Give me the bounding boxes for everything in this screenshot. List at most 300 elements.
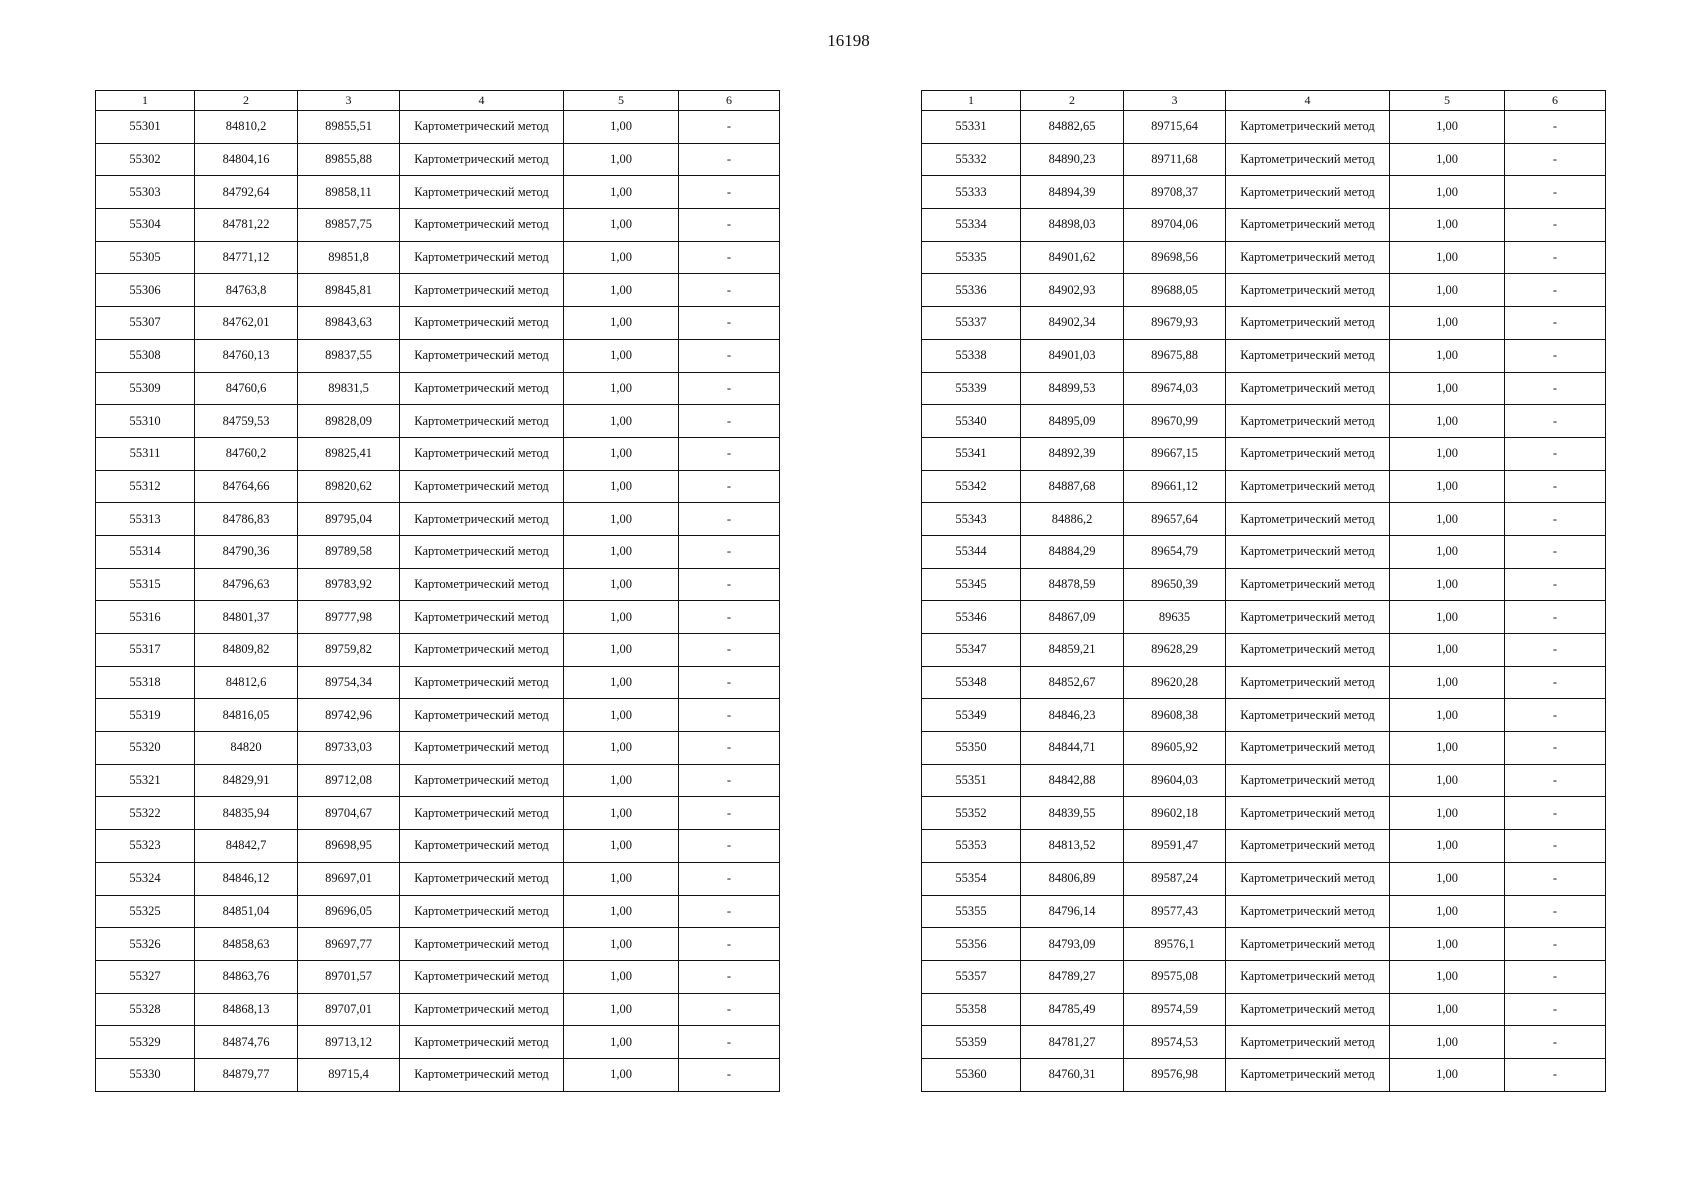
table-row <box>96 732 780 765</box>
x-coordinate-cell: 84892,39 <box>1021 437 1124 470</box>
table-header-row <box>922 91 1606 111</box>
description-cell: - <box>1505 993 1606 1026</box>
page-number: 16198 <box>827 31 870 50</box>
description-cell: - <box>679 241 780 274</box>
description-cell: - <box>1505 928 1606 961</box>
table-row <box>922 209 1606 242</box>
table-row <box>922 535 1606 568</box>
x-coordinate-cell: 84764,66 <box>195 470 298 503</box>
y-coordinate-cell: 89587,24 <box>1124 862 1226 895</box>
description-cell: - <box>1505 241 1606 274</box>
method-cell: Картометрический метод <box>400 601 564 634</box>
description-cell: - <box>679 797 780 830</box>
x-coordinate-cell: 84786,83 <box>195 503 298 536</box>
point-number-cell: 55335 <box>922 241 1021 274</box>
precision-cell: 1,00 <box>564 143 679 176</box>
x-coordinate-cell: 84868,13 <box>195 993 298 1026</box>
description-cell: - <box>679 699 780 732</box>
point-number-cell: 55356 <box>922 928 1021 961</box>
point-number-cell: 55353 <box>922 830 1021 863</box>
precision-cell: 1,00 <box>1390 1026 1505 1059</box>
table-row <box>922 928 1606 961</box>
method-cell: Картометрический метод <box>400 339 564 372</box>
column-header: 3 <box>1124 91 1226 111</box>
table-row <box>96 535 780 568</box>
precision-cell: 1,00 <box>564 895 679 928</box>
table-row <box>96 274 780 307</box>
method-cell: Картометрический метод <box>400 830 564 863</box>
table-row <box>96 993 780 1026</box>
method-cell: Картометрический метод <box>1226 274 1390 307</box>
description-cell: - <box>679 634 780 667</box>
method-cell: Картометрический метод <box>400 1058 564 1091</box>
point-number-cell: 55352 <box>922 797 1021 830</box>
method-cell: Картометрический метод <box>400 928 564 961</box>
method-cell: Картометрический метод <box>1226 470 1390 503</box>
y-coordinate-cell: 89857,75 <box>298 209 400 242</box>
y-coordinate-cell: 89591,47 <box>1124 830 1226 863</box>
y-coordinate-cell: 89754,34 <box>298 666 400 699</box>
method-cell: Картометрический метод <box>1226 372 1390 405</box>
precision-cell: 1,00 <box>1390 307 1505 340</box>
precision-cell: 1,00 <box>564 960 679 993</box>
table-row <box>922 960 1606 993</box>
precision-cell: 1,00 <box>1390 666 1505 699</box>
point-number-cell: 55325 <box>96 895 195 928</box>
precision-cell: 1,00 <box>1390 503 1505 536</box>
point-number-cell: 55309 <box>96 372 195 405</box>
precision-cell: 1,00 <box>564 601 679 634</box>
precision-cell: 1,00 <box>1390 111 1505 144</box>
table-row <box>922 568 1606 601</box>
y-coordinate-cell: 89795,04 <box>298 503 400 536</box>
point-number-cell: 55350 <box>922 732 1021 765</box>
y-coordinate-cell: 89576,98 <box>1124 1058 1226 1091</box>
description-cell: - <box>679 862 780 895</box>
precision-cell: 1,00 <box>1390 176 1505 209</box>
y-coordinate-cell: 89715,4 <box>298 1058 400 1091</box>
method-cell: Картометрический метод <box>1226 960 1390 993</box>
table-row <box>922 307 1606 340</box>
x-coordinate-cell: 84792,64 <box>195 176 298 209</box>
table-row <box>96 241 780 274</box>
precision-cell: 1,00 <box>564 568 679 601</box>
x-coordinate-cell: 84809,82 <box>195 634 298 667</box>
x-coordinate-cell: 84890,23 <box>1021 143 1124 176</box>
method-cell: Картометрический метод <box>1226 405 1390 438</box>
precision-cell: 1,00 <box>564 732 679 765</box>
point-number-cell: 55318 <box>96 666 195 699</box>
method-cell: Картометрический метод <box>1226 241 1390 274</box>
precision-cell: 1,00 <box>1390 568 1505 601</box>
precision-cell: 1,00 <box>1390 732 1505 765</box>
point-number-cell: 55321 <box>96 764 195 797</box>
column-header: 3 <box>298 91 400 111</box>
precision-cell: 1,00 <box>564 797 679 830</box>
x-coordinate-cell: 84793,09 <box>1021 928 1124 961</box>
method-cell: Картометрический метод <box>1226 601 1390 634</box>
y-coordinate-cell: 89605,92 <box>1124 732 1226 765</box>
description-cell: - <box>679 666 780 699</box>
method-cell: Картометрический метод <box>400 960 564 993</box>
y-coordinate-cell: 89675,88 <box>1124 339 1226 372</box>
point-number-cell: 55314 <box>96 535 195 568</box>
x-coordinate-cell: 84806,89 <box>1021 862 1124 895</box>
x-coordinate-cell: 84813,52 <box>1021 830 1124 863</box>
table-row <box>96 1026 780 1059</box>
x-coordinate-cell: 84820 <box>195 732 298 765</box>
x-coordinate-cell: 84901,03 <box>1021 339 1124 372</box>
description-cell: - <box>679 601 780 634</box>
table-row <box>96 568 780 601</box>
precision-cell: 1,00 <box>564 176 679 209</box>
table-header-row <box>96 91 780 111</box>
y-coordinate-cell: 89820,62 <box>298 470 400 503</box>
point-number-cell: 55346 <box>922 601 1021 634</box>
table-row <box>96 797 780 830</box>
x-coordinate-cell: 84879,77 <box>195 1058 298 1091</box>
description-cell: - <box>1505 797 1606 830</box>
table-row <box>96 928 780 961</box>
precision-cell: 1,00 <box>564 1026 679 1059</box>
method-cell: Картометрический метод <box>400 111 564 144</box>
description-cell: - <box>679 535 780 568</box>
x-coordinate-cell: 84796,14 <box>1021 895 1124 928</box>
description-cell: - <box>679 339 780 372</box>
x-coordinate-cell: 84884,29 <box>1021 535 1124 568</box>
description-cell: - <box>1505 339 1606 372</box>
x-coordinate-cell: 84810,2 <box>195 111 298 144</box>
precision-cell: 1,00 <box>1390 960 1505 993</box>
y-coordinate-cell: 89704,06 <box>1124 209 1226 242</box>
y-coordinate-cell: 89657,64 <box>1124 503 1226 536</box>
x-coordinate-cell: 84902,93 <box>1021 274 1124 307</box>
x-coordinate-cell: 84894,39 <box>1021 176 1124 209</box>
y-coordinate-cell: 89858,11 <box>298 176 400 209</box>
description-cell: - <box>1505 1026 1606 1059</box>
x-coordinate-cell: 84846,12 <box>195 862 298 895</box>
table-row <box>922 372 1606 405</box>
point-number-cell: 55315 <box>96 568 195 601</box>
precision-cell: 1,00 <box>1390 830 1505 863</box>
y-coordinate-cell: 89855,51 <box>298 111 400 144</box>
table-row <box>922 797 1606 830</box>
precision-cell: 1,00 <box>1390 797 1505 830</box>
column-header: 6 <box>679 91 780 111</box>
table-body-left <box>96 111 780 1092</box>
x-coordinate-cell: 84867,09 <box>1021 601 1124 634</box>
method-cell: Картометрический метод <box>400 241 564 274</box>
precision-cell: 1,00 <box>564 470 679 503</box>
point-number-cell: 55320 <box>96 732 195 765</box>
x-coordinate-cell: 84901,62 <box>1021 241 1124 274</box>
y-coordinate-cell: 89715,64 <box>1124 111 1226 144</box>
point-number-cell: 55311 <box>96 437 195 470</box>
precision-cell: 1,00 <box>564 699 679 732</box>
method-cell: Картометрический метод <box>400 993 564 1026</box>
x-coordinate-cell: 84763,8 <box>195 274 298 307</box>
point-number-cell: 55317 <box>96 634 195 667</box>
point-number-cell: 55322 <box>96 797 195 830</box>
method-cell: Картометрический метод <box>400 372 564 405</box>
description-cell: - <box>1505 535 1606 568</box>
table-row <box>922 699 1606 732</box>
precision-cell: 1,00 <box>564 209 679 242</box>
method-cell: Картометрический метод <box>400 176 564 209</box>
point-number-cell: 55333 <box>922 176 1021 209</box>
table-row <box>96 960 780 993</box>
precision-cell: 1,00 <box>1390 241 1505 274</box>
precision-cell: 1,00 <box>1390 634 1505 667</box>
point-number-cell: 55306 <box>96 274 195 307</box>
table-row <box>922 143 1606 176</box>
x-coordinate-cell: 84760,13 <box>195 339 298 372</box>
y-coordinate-cell: 89696,05 <box>298 895 400 928</box>
description-cell: - <box>679 437 780 470</box>
table-row <box>96 830 780 863</box>
column-header: 6 <box>1505 91 1606 111</box>
table-body-right <box>922 111 1606 1092</box>
point-number-cell: 55305 <box>96 241 195 274</box>
table-row <box>922 241 1606 274</box>
x-coordinate-cell: 84858,63 <box>195 928 298 961</box>
table-row <box>922 830 1606 863</box>
y-coordinate-cell: 89576,1 <box>1124 928 1226 961</box>
y-coordinate-cell: 89708,37 <box>1124 176 1226 209</box>
x-coordinate-cell: 84839,55 <box>1021 797 1124 830</box>
x-coordinate-cell: 84886,2 <box>1021 503 1124 536</box>
method-cell: Картометрический метод <box>1226 830 1390 863</box>
x-coordinate-cell: 84902,34 <box>1021 307 1124 340</box>
y-coordinate-cell: 89620,28 <box>1124 666 1226 699</box>
description-cell: - <box>1505 470 1606 503</box>
y-coordinate-cell: 89707,01 <box>298 993 400 1026</box>
precision-cell: 1,00 <box>564 666 679 699</box>
table-row <box>96 339 780 372</box>
y-coordinate-cell: 89654,79 <box>1124 535 1226 568</box>
precision-cell: 1,00 <box>564 764 679 797</box>
y-coordinate-cell: 89650,39 <box>1124 568 1226 601</box>
precision-cell: 1,00 <box>1390 372 1505 405</box>
table-row <box>922 634 1606 667</box>
precision-cell: 1,00 <box>1390 209 1505 242</box>
x-coordinate-cell: 84760,6 <box>195 372 298 405</box>
point-number-cell: 55302 <box>96 143 195 176</box>
table-row <box>96 764 780 797</box>
method-cell: Картометрический метод <box>400 307 564 340</box>
method-cell: Картометрический метод <box>1226 568 1390 601</box>
method-cell: Картометрический метод <box>400 535 564 568</box>
point-number-cell: 55324 <box>96 862 195 895</box>
method-cell: Картометрический метод <box>400 405 564 438</box>
point-number-cell: 55357 <box>922 960 1021 993</box>
table-row <box>922 470 1606 503</box>
point-number-cell: 55307 <box>96 307 195 340</box>
precision-cell: 1,00 <box>1390 928 1505 961</box>
x-coordinate-cell: 84895,09 <box>1021 405 1124 438</box>
y-coordinate-cell: 89851,8 <box>298 241 400 274</box>
precision-cell: 1,00 <box>564 372 679 405</box>
table-row <box>922 405 1606 438</box>
x-coordinate-cell: 84759,53 <box>195 405 298 438</box>
point-number-cell: 55354 <box>922 862 1021 895</box>
precision-cell: 1,00 <box>1390 405 1505 438</box>
method-cell: Картометрический метод <box>400 634 564 667</box>
y-coordinate-cell: 89698,56 <box>1124 241 1226 274</box>
point-number-cell: 55331 <box>922 111 1021 144</box>
method-cell: Картометрический метод <box>400 895 564 928</box>
x-coordinate-cell: 84760,31 <box>1021 1058 1124 1091</box>
method-cell: Картометрический метод <box>400 1026 564 1059</box>
y-coordinate-cell: 89742,96 <box>298 699 400 732</box>
y-coordinate-cell: 89688,05 <box>1124 274 1226 307</box>
description-cell: - <box>1505 437 1606 470</box>
description-cell: - <box>1505 895 1606 928</box>
table-row <box>922 1058 1606 1091</box>
point-number-cell: 55301 <box>96 111 195 144</box>
method-cell: Картометрический метод <box>400 209 564 242</box>
description-cell: - <box>679 568 780 601</box>
method-cell: Картометрический метод <box>1226 993 1390 1026</box>
description-cell: - <box>1505 830 1606 863</box>
table-row <box>922 176 1606 209</box>
method-cell: Картометрический метод <box>1226 1026 1390 1059</box>
point-number-cell: 55303 <box>96 176 195 209</box>
precision-cell: 1,00 <box>1390 895 1505 928</box>
method-cell: Картометрический метод <box>1226 503 1390 536</box>
table-row <box>922 732 1606 765</box>
table-row <box>96 405 780 438</box>
y-coordinate-cell: 89759,82 <box>298 634 400 667</box>
x-coordinate-cell: 84874,76 <box>195 1026 298 1059</box>
method-cell: Картометрический метод <box>1226 666 1390 699</box>
precision-cell: 1,00 <box>564 405 679 438</box>
method-cell: Картометрический метод <box>1226 895 1390 928</box>
method-cell: Картометрический метод <box>1226 928 1390 961</box>
precision-cell: 1,00 <box>564 111 679 144</box>
precision-cell: 1,00 <box>564 928 679 961</box>
point-number-cell: 55327 <box>96 960 195 993</box>
point-number-cell: 55334 <box>922 209 1021 242</box>
y-coordinate-cell: 89635 <box>1124 601 1226 634</box>
table-row <box>96 699 780 732</box>
description-cell: - <box>1505 209 1606 242</box>
table-row <box>96 601 780 634</box>
precision-cell: 1,00 <box>1390 274 1505 307</box>
description-cell: - <box>679 176 780 209</box>
description-cell: - <box>679 1026 780 1059</box>
method-cell: Картометрический метод <box>1226 209 1390 242</box>
description-cell: - <box>1505 634 1606 667</box>
point-number-cell: 55341 <box>922 437 1021 470</box>
description-cell: - <box>1505 176 1606 209</box>
x-coordinate-cell: 84781,27 <box>1021 1026 1124 1059</box>
precision-cell: 1,00 <box>1390 535 1505 568</box>
y-coordinate-cell: 89825,41 <box>298 437 400 470</box>
method-cell: Картометрический метод <box>400 437 564 470</box>
x-coordinate-cell: 84781,22 <box>195 209 298 242</box>
precision-cell: 1,00 <box>1390 437 1505 470</box>
x-coordinate-cell: 84816,05 <box>195 699 298 732</box>
table-row <box>96 307 780 340</box>
point-number-cell: 55340 <box>922 405 1021 438</box>
description-cell: - <box>1505 732 1606 765</box>
precision-cell: 1,00 <box>1390 143 1505 176</box>
description-cell: - <box>679 405 780 438</box>
precision-cell: 1,00 <box>564 339 679 372</box>
description-cell: - <box>679 960 780 993</box>
x-coordinate-cell: 84859,21 <box>1021 634 1124 667</box>
method-cell: Картометрический метод <box>400 699 564 732</box>
description-cell: - <box>1505 568 1606 601</box>
x-coordinate-cell: 84796,63 <box>195 568 298 601</box>
description-cell: - <box>1505 1058 1606 1091</box>
x-coordinate-cell: 84882,65 <box>1021 111 1124 144</box>
x-coordinate-cell: 84863,76 <box>195 960 298 993</box>
y-coordinate-cell: 89574,59 <box>1124 993 1226 1026</box>
column-header: 5 <box>564 91 679 111</box>
method-cell: Картометрический метод <box>1226 176 1390 209</box>
y-coordinate-cell: 89831,5 <box>298 372 400 405</box>
point-number-cell: 55304 <box>96 209 195 242</box>
table-row <box>96 862 780 895</box>
table-row <box>922 601 1606 634</box>
column-header: 1 <box>922 91 1021 111</box>
precision-cell: 1,00 <box>1390 764 1505 797</box>
x-coordinate-cell: 84835,94 <box>195 797 298 830</box>
point-number-cell: 55344 <box>922 535 1021 568</box>
x-coordinate-cell: 84804,16 <box>195 143 298 176</box>
y-coordinate-cell: 89577,43 <box>1124 895 1226 928</box>
x-coordinate-cell: 84899,53 <box>1021 372 1124 405</box>
x-coordinate-cell: 84844,71 <box>1021 732 1124 765</box>
precision-cell: 1,00 <box>564 241 679 274</box>
point-number-cell: 55359 <box>922 1026 1021 1059</box>
y-coordinate-cell: 89670,99 <box>1124 405 1226 438</box>
y-coordinate-cell: 89679,93 <box>1124 307 1226 340</box>
y-coordinate-cell: 89661,12 <box>1124 470 1226 503</box>
description-cell: - <box>679 928 780 961</box>
method-cell: Картометрический метод <box>400 274 564 307</box>
method-cell: Картометрический метод <box>1226 437 1390 470</box>
precision-cell: 1,00 <box>564 634 679 667</box>
point-number-cell: 55355 <box>922 895 1021 928</box>
method-cell: Картометрический метод <box>1226 307 1390 340</box>
description-cell: - <box>679 764 780 797</box>
description-cell: - <box>1505 764 1606 797</box>
precision-cell: 1,00 <box>564 830 679 863</box>
column-header: 5 <box>1390 91 1505 111</box>
precision-cell: 1,00 <box>564 535 679 568</box>
x-coordinate-cell: 84789,27 <box>1021 960 1124 993</box>
table-row <box>922 437 1606 470</box>
precision-cell: 1,00 <box>1390 339 1505 372</box>
table-row <box>96 895 780 928</box>
description-cell: - <box>679 732 780 765</box>
column-header: 4 <box>400 91 564 111</box>
description-cell: - <box>1505 503 1606 536</box>
y-coordinate-cell: 89843,63 <box>298 307 400 340</box>
point-number-cell: 55310 <box>96 405 195 438</box>
description-cell: - <box>1505 666 1606 699</box>
y-coordinate-cell: 89667,15 <box>1124 437 1226 470</box>
x-coordinate-cell: 84852,67 <box>1021 666 1124 699</box>
point-number-cell: 55313 <box>96 503 195 536</box>
description-cell: - <box>679 503 780 536</box>
method-cell: Картометрический метод <box>1226 699 1390 732</box>
y-coordinate-cell: 89575,08 <box>1124 960 1226 993</box>
x-coordinate-cell: 84898,03 <box>1021 209 1124 242</box>
